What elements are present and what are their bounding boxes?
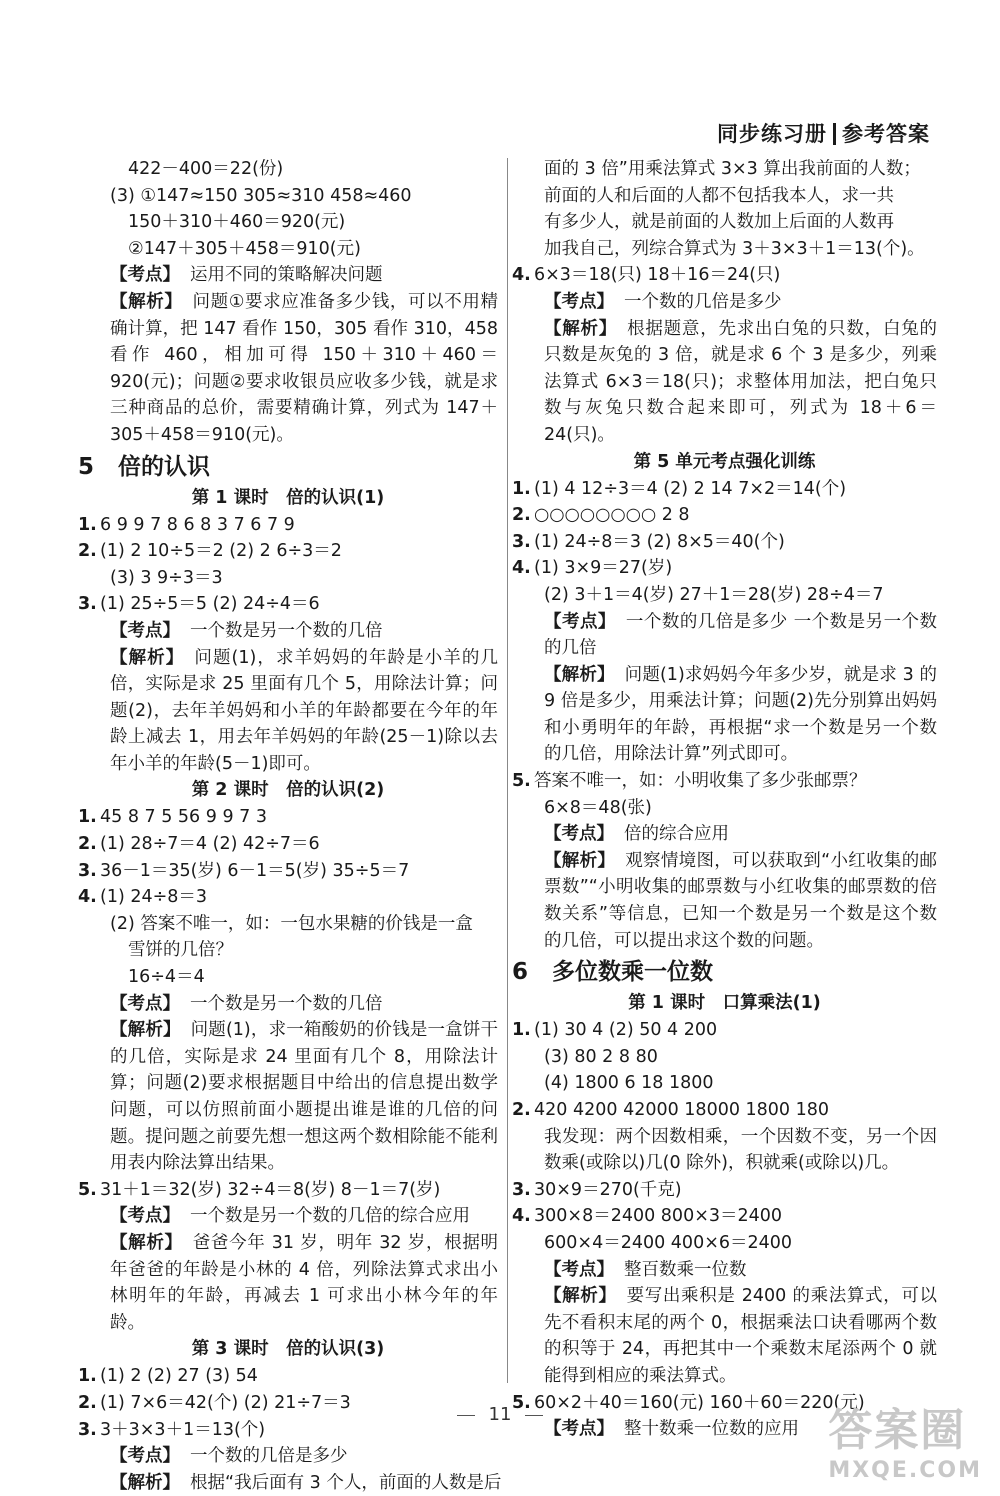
lesson-heading: 第 1 课时 口算乘法(1) — [628, 993, 821, 1014]
answer-line — [512, 795, 937, 822]
answer-line — [78, 884, 498, 911]
answer-text: 6 9 9 7 8 6 8 3 7 6 7 9 — [100, 514, 295, 535]
question-number: 5. — [512, 1392, 531, 1413]
question-number: 1. — [512, 1020, 531, 1041]
note-text: 一个数是另一个数的几倍 — [190, 993, 383, 1014]
answer-text: 60×2＋40＝160(元) 160＋60＝220(元) — [534, 1392, 865, 1413]
answer-line — [512, 1177, 937, 1204]
question-number: 3. — [78, 860, 97, 881]
answer-line — [512, 1203, 937, 1230]
key-point-note — [512, 289, 937, 316]
answer-line — [512, 582, 937, 609]
right-column — [512, 156, 937, 1443]
note-tag: 【考点】 — [544, 291, 614, 312]
explanation-note — [512, 1124, 937, 1177]
question-number: 4. — [512, 265, 531, 286]
answer-text: 有多少人，就是前面的人数加上后面的人数再 — [544, 212, 894, 233]
question-number: 2. — [512, 1100, 531, 1120]
note-text: 观察情境图，可以获取到“小红收集的邮票数”“小明收集的邮票数与小红收集的邮票数的倍数关系”等信息，已知一个数是另一个数是这个数的几倍，可以提出求这个数的问题。 — [544, 850, 937, 951]
question-number: 1. — [78, 514, 97, 535]
note-text: 问题①要求应准备多少钱，可以不用精确计算，把 147 看作 150，305 看作 310，458 看作 460，相加可得 150＋310＋460＝920(元)；问题②要求收银员应收多少钱，就是求三种商品的总价，需要精确计算，列式为 147＋305＋458＝910(元)。 — [110, 291, 499, 445]
answer-line — [78, 1363, 498, 1390]
note-text: 一个数的几倍是多少 — [190, 1446, 348, 1467]
note-tag: 【考点】 — [544, 1259, 614, 1280]
explanation-note — [512, 316, 937, 449]
answer-text: ○○○○○○○○ 2 8 — [534, 505, 690, 526]
answer-line — [78, 911, 498, 938]
explanation-note — [78, 289, 498, 449]
answer-text: (3) 3 9÷3＝3 — [110, 567, 223, 588]
answer-text: (1) 25÷5＝5 (2) 24÷4＝6 — [100, 594, 320, 615]
key-point-note — [512, 1257, 937, 1284]
book-title: 同步练习册 — [717, 122, 827, 146]
question-number: 2. — [78, 541, 97, 562]
note-tag: 【解析】 — [544, 1286, 617, 1307]
note-tag: 【解析】 — [110, 647, 185, 668]
answer-text: 422－400＝22(份) — [128, 159, 284, 179]
answer-line — [78, 591, 498, 618]
question-number: 4. — [512, 1206, 531, 1227]
lesson-heading: 第 2 课时 倍的认识(2) — [191, 780, 385, 801]
watermark — [828, 1394, 982, 1483]
question-number: 4. — [78, 887, 97, 908]
note-tag: 【解析】 — [110, 291, 183, 312]
answer-line — [512, 209, 937, 236]
answer-text: (2) 答案不唯一，如：一包水果糖的价钱是一盒 — [110, 913, 473, 934]
answer-text: (1) 2 10÷5＝2 (2) 2 6÷3＝2 — [100, 541, 342, 562]
explanation-note — [78, 645, 498, 778]
note-text: 问题(1)求妈妈今年多少岁，就是求 3 的 9 倍是多少，用乘法计算；问题(2)先分别算出妈妈和小勇明年的年龄，再根据“求一个数是另一个数的几倍，用除法计算”列式即可。 — [544, 664, 937, 765]
answer-line — [78, 236, 498, 263]
note-text: 根据题意，先求出白兔的只数，白兔的只数是灰兔的 3 倍，就是求 6 个 3 是多少，列乘法算式 6×3＝18(只)；求整体用加法，把白兔只数与灰兔只数合起来即可，列式为 18＋6＝24(只)。 — [544, 318, 938, 445]
answer-text: 面的 3 倍”用乘法算式 3×3 算出我前面的人数； — [544, 159, 921, 179]
question-number: 2. — [512, 505, 531, 526]
answer-line — [512, 1097, 937, 1124]
answer-line — [78, 964, 498, 991]
explanation-note — [78, 1230, 498, 1336]
answer-line — [78, 831, 498, 858]
note-text: 问题(1)，求一箱酸奶的价钱是一盒饼干的几倍，实际是求 24 里面有几个 8，用除法计算；问题(2)要求根据题目中给出的信息提出数学问题，可以仿照前面小题提出谁是谁的几倍的问题。提问题之前要先想一想这两个数相除能不能利用表内除法算出结果。 — [110, 1020, 498, 1174]
answer-text: (1) 4 12÷3＝4 (2) 2 14 7×2＝14(个) — [534, 478, 847, 499]
answer-text: (1) 7×6＝42(个) (2) 21÷7＝3 — [100, 1392, 351, 1413]
answer-text: 6×3＝18(只) 18＋16＝24(只) — [534, 265, 781, 286]
lesson-heading: 第 1 课时 倍的认识(1) — [191, 487, 385, 508]
question-number: 1. — [512, 478, 531, 499]
answer-text: 36－1＝35(岁) 6－1＝5(岁) 35÷5＝7 — [100, 860, 410, 881]
question-number: 2. — [78, 1392, 97, 1413]
answer-line — [78, 156, 498, 183]
answer-line — [78, 209, 498, 236]
answer-line — [78, 1177, 498, 1204]
note-text: 整十数乘一位数的应用 — [624, 1419, 799, 1440]
key-point-note — [512, 609, 937, 662]
answer-line — [512, 502, 937, 529]
section-number: 6 — [512, 959, 529, 986]
note-tag: 【考点】 — [110, 993, 180, 1014]
lesson-heading: 第 5 单元考点强化训练 — [633, 451, 816, 472]
question-number: 4. — [512, 558, 531, 579]
note-tag: 【解析】 — [544, 850, 616, 871]
section-heading — [512, 954, 937, 990]
lesson-heading: 第 3 课时 倍的认识(3) — [191, 1339, 385, 1360]
answer-line — [78, 538, 498, 565]
question-number: 1. — [78, 1366, 97, 1387]
note-tag: 【考点】 — [110, 1206, 180, 1227]
answer-text: 31＋1＝32(岁) 32÷4＝8(岁) 8－1＝7(岁) — [100, 1179, 441, 1200]
answer-text: (1) 3×9＝27(岁) — [534, 558, 673, 579]
note-text: 一个数的几倍是多少 一个数是另一个数的几倍 — [544, 611, 938, 659]
question-number: 3. — [512, 1179, 531, 1200]
key-point-note — [512, 821, 937, 848]
answer-text: (1) 2 (2) 27 (3) 54 — [100, 1366, 258, 1387]
answer-line — [78, 565, 498, 592]
answer-line — [512, 476, 937, 503]
note-tag: 【考点】 — [544, 1419, 614, 1440]
answer-text: 300×8＝2400 800×3＝2400 — [534, 1206, 783, 1227]
answer-text: (2) 3＋1＝4(岁) 27＋1＝28(岁) 28÷4＝7 — [544, 584, 884, 605]
key-point-note — [78, 1203, 498, 1230]
answer-line — [512, 1017, 937, 1044]
answer-text: ②147＋305＋458＝910(元) — [128, 238, 361, 259]
explanation-note — [78, 1017, 498, 1177]
note-tag: 【考点】 — [110, 265, 180, 286]
note-text: 我发现：两个因数相乘，一个因数不变，另一个因数乘(或除以)几(0 除外)，积就乘(或除以)几。 — [544, 1126, 937, 1174]
key-point-note — [78, 991, 498, 1018]
answer-line — [512, 1070, 937, 1097]
note-text: 一个数是另一个数的几倍的综合应用 — [190, 1206, 470, 1227]
note-text: 爸爸今年 31 岁，明年 32 岁，根据明年爸爸的年龄是小林的 4 倍，列除法算式求出小林明年的年龄，再减去 1 可求出小林今年的年龄。 — [110, 1232, 498, 1333]
answer-text: (3) ①147≈150 305≈310 458≈460 — [110, 185, 412, 206]
answer-text: (4) 1800 6 18 1800 — [544, 1073, 714, 1094]
answer-line — [78, 937, 498, 964]
explanation-note — [512, 1283, 937, 1389]
answer-text: 答案不唯一，如：小明收集了多少张邮票？ — [534, 771, 867, 792]
key-point-note — [78, 262, 498, 289]
note-tag: 【解析】 — [110, 1472, 180, 1493]
section-title: 倍的认识 — [118, 453, 210, 480]
note-text: 倍的综合应用 — [624, 824, 729, 845]
section-title: 多位数乘一位数 — [552, 959, 713, 986]
note-tag: 【解析】 — [544, 318, 618, 339]
left-column — [78, 156, 502, 1496]
key-point-note — [78, 1443, 498, 1470]
answer-line — [512, 183, 937, 210]
answer-text: 加我自己，列综合算式为 3＋3×3＋1＝13(个)。 — [544, 238, 925, 259]
answer-line — [512, 555, 937, 582]
footer-dash-left — [457, 1415, 475, 1416]
note-tag: 【解析】 — [544, 664, 615, 685]
answer-text: (1) 28÷7＝4 (2) 42÷7＝6 — [100, 834, 320, 855]
note-text: 一个数是另一个数的几倍 — [190, 620, 383, 641]
answer-text: 30×9＝270(千克) — [534, 1179, 682, 1200]
question-number: 1. — [78, 807, 97, 828]
answer-text: 16÷4＝4 — [128, 967, 205, 988]
note-text: 问题(1)，求羊妈妈的年龄是小羊的几倍，实际是求 25 里面有几个 5，用除法计算；问题(2)，去年羊妈妈和小羊的年龄都要在今年的年龄上减去 1，用去年羊妈妈的年龄(25－1)除以去年小羊的年龄(5－1)即可。 — [110, 647, 498, 774]
answer-text: (3) 80 2 8 80 — [544, 1046, 658, 1067]
note-text: 整百数乘一位数 — [624, 1259, 747, 1280]
explanation-note — [78, 1470, 502, 1496]
answer-text: 雪饼的几倍？ — [128, 940, 233, 961]
answer-text: 420 4200 42000 18000 1800 180 — [534, 1100, 830, 1120]
answer-line — [512, 1230, 937, 1257]
note-text: 根据“我后面有 3 个人，前面的人数是后 — [190, 1472, 502, 1493]
watermark-logo-text: 答案圈 — [828, 1405, 967, 1456]
header-divider — [833, 123, 836, 145]
note-tag: 【考点】 — [110, 1446, 180, 1467]
answer-text: (1) 24÷8＝3 — [100, 887, 208, 908]
note-tag: 【考点】 — [110, 620, 180, 641]
question-number: 2. — [78, 834, 97, 855]
answer-text: 150＋310＋460＝920(元) — [128, 212, 346, 233]
answer-text: 600×4＝2400 400×6＝2400 — [544, 1232, 793, 1253]
note-tag: 【考点】 — [544, 611, 616, 632]
note-text: 要写出乘积是 2400 的乘法算式，可以先不看积末尾的两个 0，根据乘法口诀看哪两个数的积等于 24，再把其中一个乘数末尾添两个 0 就能得到相应的乘法算式。 — [544, 1286, 938, 1386]
answer-line — [512, 1044, 937, 1071]
answer-text: (1) 24÷8＝3 (2) 8×5＝40(个) — [534, 531, 785, 552]
question-number: 3. — [512, 531, 531, 552]
column-divider — [507, 158, 508, 1383]
explanation-note — [512, 848, 937, 954]
page-number: 11 — [488, 1404, 512, 1425]
key-point-note — [78, 618, 498, 645]
footer-dash-right — [525, 1415, 543, 1416]
explanation-note — [512, 662, 937, 768]
note-text: 一个数的几倍是多少 — [624, 291, 782, 312]
answer-line — [512, 262, 937, 289]
question-number: 3. — [78, 1419, 97, 1440]
answer-text: (1) 30 4 (2) 50 4 200 — [534, 1020, 718, 1041]
answer-line — [512, 529, 937, 556]
answer-text: 6×8＝48(张) — [544, 797, 652, 818]
section-heading — [78, 449, 498, 485]
answer-line — [512, 768, 937, 795]
note-text: 运用不同的策略解决问题 — [190, 265, 383, 286]
answer-line — [512, 156, 937, 183]
watermark-url: MXQE.COM — [828, 1458, 982, 1483]
answer-text: 前面的人和后面的人都不包括我本人，求一共 — [544, 185, 894, 206]
answer-text: 3＋3×3＋1＝13(个) — [100, 1419, 266, 1440]
header-section: 参考答案 — [842, 122, 930, 146]
answer-line — [512, 236, 937, 263]
question-number: 5. — [512, 771, 531, 792]
page-header — [717, 118, 930, 148]
question-number: 5. — [78, 1179, 97, 1200]
answer-line — [78, 183, 498, 210]
note-tag: 【解析】 — [110, 1020, 181, 1041]
note-tag: 【考点】 — [544, 824, 614, 845]
question-number: 3. — [78, 594, 97, 615]
section-number: 5 — [78, 453, 95, 480]
answer-line — [78, 804, 498, 831]
answer-line — [78, 512, 498, 539]
answer-line — [78, 858, 498, 885]
answer-text: 45 8 7 5 56 9 9 7 3 — [100, 807, 267, 828]
note-tag: 【解析】 — [110, 1232, 183, 1253]
